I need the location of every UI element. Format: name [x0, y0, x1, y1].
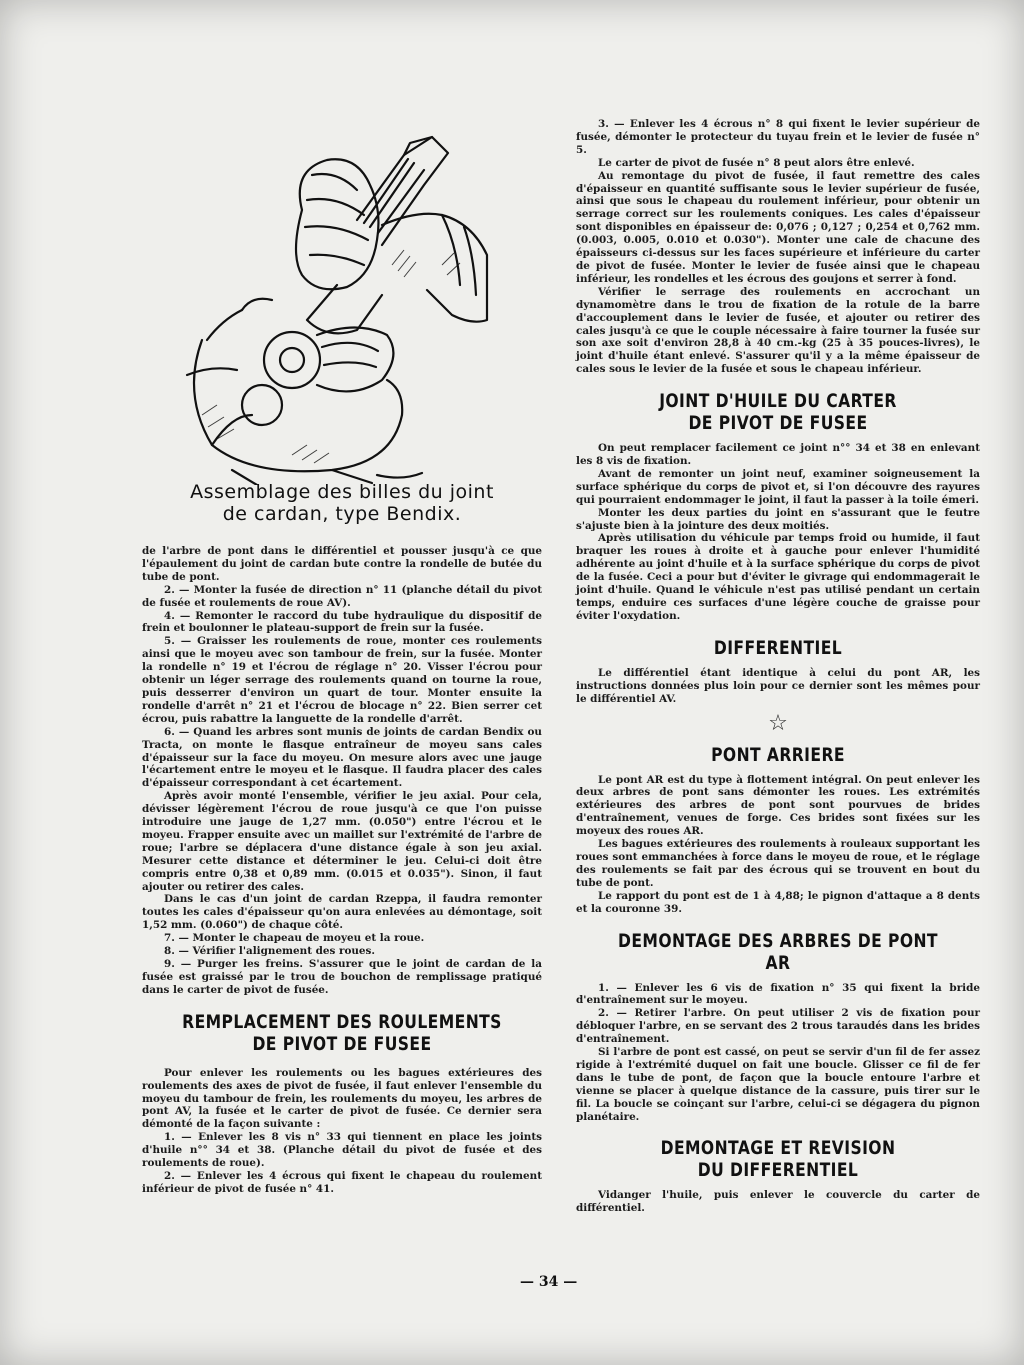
left-paragraph: 5. — Graisser les roulements de roue, monter ces roulements ainsi que le moyeu avec son tambour de frein, sur la fusée. Monter la rondelle n° 19 et l'écrou de réglage n° 20. Visser l'écrou pour obtenir un léger serrage des roulements quand on tourne la roue, puis desserrer d'environ un quart de tour. Monter ensuite la rondelle d'arrêt n° 21 et l'écrou de blocage n° 22. Bien serrer cet écrou, puis rabattre la languette de la rondelle d'arrêt.	[142, 635, 542, 725]
figure-caption	[142, 481, 542, 525]
left-paragraph: Dans le cas d'un joint de cardan Rzeppa, il faudra remonter toutes les cales d'épaisseur qu'on aura enlevées au démontage, soit 1,52 mm. (0.060") de chaque côté.	[142, 893, 542, 932]
left-paragraph: 8. — Vérifier l'alignement des roues.	[164, 945, 376, 958]
section-paragraph: 2. — Enlever les 4 écrous qui fixent le chapeau du roulement inférieur de pivot de fusée n° 41.	[142, 1169, 542, 1195]
left-paragraph: 9. — Purger les freins. S'assurer que le joint de cardan de la fusée est graissé par le trou de bouchon de remplissage pratiqué dans le carter de pivot de fusée.	[142, 958, 542, 996]
right-paragraph: Vérifier le serrage des roulements en accrochant un dynamomètre dans le trou de fixation de la rotule de la barre d'accouplement dans le levier de fusée, et ajouter ou retirer des cales jusqu'à ce que le couple nécessaire à faire tourner la fusée sur son axe soit d'environ 28,8 à 40 cm.-kg (25 à 35 pouces-livres), le joint d'huile étant enlevé. S'assurer qu'il y a la même épaisseur de cales sous le levier de la fusée et sous le chapeau inférieur.	[576, 285, 980, 376]
section-paragraph: Avant de remonter un joint neuf, examiner soigneusement la surface sphérique du corps de pivot et, si l'on découvre des rayures qui pourraient endommager le joint, il faut la passer à la toile émeri.	[576, 467, 980, 506]
left-paragraph: de l'arbre de pont dans le différentiel et pousser jusqu'à ce que l'épaulement du joint de cardan bute contre la rondelle de butée du tube de pont.	[142, 545, 542, 583]
right-paragraph: Au remontage du pivot de fusée, il faut remettre des cales d'épaisseur en quantité suffisante sous le levier supérieur de fusée, ainsi que sous le chapeau du roulement inférieur, pour obtenir un serrage correct sur les roulements coniques. Les cales d'épaisseur sont disponibles en épaisseur de: 0,076 ; 0,127 ; 0,254 et 0,762 mm. (0.003, 0.005, 0.010 et 0.030"). Monter une cale de chacune des épaisseurs ci-dessus sur les faces supérieure et inférieure du carter de pivot de fusée. Monter le levier de fusée ainsi que le chapeau inférieur, les rondelles et les écrous des goujons et serrer à fond.	[576, 169, 980, 285]
left-paragraph: 6. — Quand les arbres sont munis de joints de cardan Bendix ou Tracta, on monte le flasque entraîneur de moyeu sans cales d'épaisseur sur la face du moyeu. On mesure alors avec une jauge l'écartement entre le moyeu et le flasque. Il faudra placer des cales d'épaisseur correspondant à cet écartement.	[142, 725, 542, 790]
page-number: — 34 —	[520, 1274, 578, 1290]
left-column	[142, 115, 542, 1196]
section-paragraph: Après utilisation du véhicule par temps froid ou humide, il faut braquer les roues à droite et à gauche pour enlever l'humidité adhérente au joint d'huile et à la surface sphérique du corps de pivot de la fusée. Ceci a pour but d'éviter le givrage qui endommagerait le joint d'huile. Quand le véhicule n'est pas utilisé pendant un certain temps, enduire ces surfaces d'une légère couche de graisse pour éviter l'oxydation.	[576, 532, 980, 622]
left-paragraph: Après avoir monté l'ensemble, vérifier le jeu axial. Pour cela, dévisser légèrement l'écrou de roue jusqu'à ce que l'on puisse introduire une jauge de 1,27 mm. (0.050") entre l'écrou et le moyeu. Frapper ensuite avec un maillet sur l'extrémité de l'arbre de roue; l'arbre se déplacera d'une distance égale à son jeu axial. Mesurer cette distance et déterminer le jeu. Celui-ci doit être compris entre 0,38 et 0,89 mm. (0.015 et 0.035"). Sinon, il faut ajouter ou retirer des cales.	[142, 790, 542, 893]
section-paragraph: On peut remplacer facilement ce joint n°° 34 et 38 en enlevant les 8 vis de fixation.	[576, 442, 980, 468]
left-paragraph: 7. — Monter le chapeau de moyeu et la roue.	[164, 932, 425, 945]
hands-assembling-joint-illustration	[142, 115, 542, 485]
section-heading: DEMONTAGE DES ARBRES DE PONT AR	[618, 929, 938, 974]
section-paragraph: 2. — Retirer l'arbre. On peut utiliser 2 vis de fixation pour débloquer l'arbre, en se servant des 2 trous taraudés dans les brides d'entraînement.	[576, 1007, 980, 1046]
section-paragraph: Les bagues extérieures des roulements à rouleaux supportant les roues sont emmanchées à force dans le moyeu de roue, et le réglage des roulements se fait par des écrous qui se trouvent en bout du tube de pont.	[576, 838, 980, 889]
section-paragraph: Le pont AR est du type à flottement intégral. On peut enlever les deux arbres de pont sans démonter les roues. Les extrémités extérieures des arbres de pont sont pourvues de brides d'entraînement, venues de forge. Ces brides sont fixées sur les moyeux des roues AR.	[576, 773, 980, 838]
section-heading: DIFFERENTIEL	[713, 636, 843, 659]
left-paragraph: 2. — Monter la fusée de direction n° 11 (planche détail du pivot de fusée et roulements de roue AV).	[142, 583, 542, 609]
figure-bendix-joint	[142, 115, 542, 545]
section-heading: PONT ARRIERE	[711, 743, 845, 766]
section-paragraph: Vidanger l'huile, puis enlever le couvercle du carter de différentiel.	[576, 1189, 980, 1215]
left-paragraph: 4. — Remonter le raccord du tube hydraulique du dispositif de frein et boulonner le plateau-support de frein sur la fusée.	[142, 609, 542, 635]
right-paragraph: Le carter de pivot de fusée n° 8 peut alors être enlevé.	[598, 156, 915, 169]
section-heading: DE PIVOT DE FUSEE	[688, 412, 868, 435]
section-heading: REMPLACEMENT DES ROULEMENTS	[182, 1010, 502, 1033]
section-paragraph: Monter les deux parties du joint en s'assurant que le feutre s'ajuste bien à la jointure des deux moitiés.	[576, 506, 980, 532]
right-column	[576, 118, 980, 1215]
section-heading: DU DIFFERENTIEL	[697, 1159, 859, 1182]
section-paragraph: Si l'arbre de pont est cassé, on peut se servir d'un fil de fer assez rigide à l'extrémité duquel on fait une boucle. Glisser ce fil de fer dans le tube de pont, de façon que la boucle entoure l'arbre et vienne se placer à quelque distance de la cassure, puis tirer sur le fil. La boucle se coinçant sur l'arbre, celui-ci se dégagera du pignon planétaire.	[576, 1046, 980, 1123]
caption-line-2: de cardan, type Bendix.	[222, 503, 462, 525]
section-paragraph: 1. — Enlever les 8 vis n° 33 qui tiennent en place les joints d'huile n°° 34 et 38. (Planche détail du pivot de fusée et des roulements de roue).	[142, 1131, 542, 1170]
section-paragraph: Pour enlever les roulements ou les bagues extérieures des roulements des axes de pivot de fusée, il faut enlever l'ensemble du moyeu du tambour de frein, les roulements du moyeu, les arbres de pont AV, la fusée et le carter de pivot de fusée. Ce dernier sera démonté de la façon suivante :	[142, 1066, 542, 1131]
section-heading: DEMONTAGE ET REVISION	[660, 1137, 896, 1160]
section-paragraph: Le rapport du pont est de 1 à 4,88; le pignon d'attaque a 8 dents et la couronne 39.	[576, 889, 980, 915]
caption-line-1: Assemblage des billes du joint	[190, 481, 494, 503]
section-paragraph: Le différentiel étant identique à celui du pont AR, les instructions données plus loin pour ce dernier sont les mêmes pour le différentiel AV.	[576, 666, 980, 705]
section-heading: DE PIVOT DE FUSEE	[252, 1032, 432, 1055]
section-paragraph: 1. — Enlever les 6 vis de fixation n° 35 qui fixent la bride d'entraînement sur le moyeu.	[576, 981, 980, 1007]
star-ornament-icon: ☆	[768, 710, 788, 736]
section-heading: JOINT D'HUILE DU CARTER	[659, 390, 897, 413]
right-paragraph: 3. — Enlever les 4 écrous n° 8 qui fixent le levier supérieur de fusée, démonter le protecteur du tuyau frein et le levier de fusée n° 5.	[576, 118, 980, 156]
